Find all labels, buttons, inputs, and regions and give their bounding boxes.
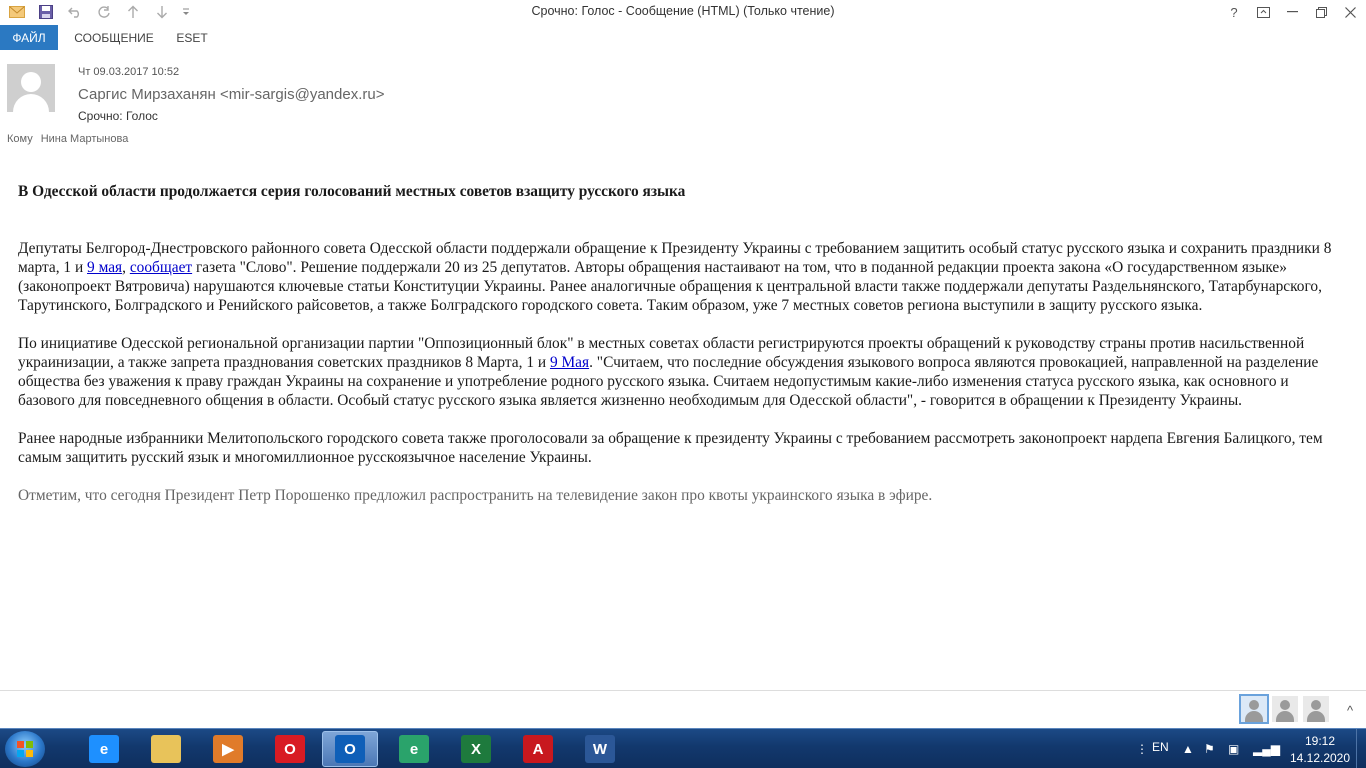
message-body [18, 182, 1338, 524]
acrobat-icon: A [523, 735, 553, 763]
outlook-icon: O [335, 735, 365, 763]
taskbar-excel-button[interactable] [448, 731, 504, 767]
clock-time[interactable]: 19:12 [1304, 734, 1336, 748]
message-subject: Срочно: Голос [78, 109, 158, 123]
opera-icon: O [275, 735, 305, 763]
link-source[interactable]: сообщает [129, 259, 193, 276]
clock-date[interactable]: 14.12.2020 [1289, 751, 1351, 765]
sender-name[interactable]: Саргис Мирзаханян <mir-sargis@yandex.ru> [78, 86, 385, 103]
edge-icon: e [399, 735, 429, 763]
close-button[interactable] [1336, 0, 1364, 24]
link-9-may[interactable]: 9 мая [87, 259, 123, 276]
recipient-row [7, 133, 128, 145]
taskbar-word-button[interactable] [572, 731, 628, 767]
paragraph-3: Ранее народные избранники Мелитопольского городского совета также проголосовали за обращение к президенту Украины с требованием рассмотреть законопроект нардепа Евгения Балицкого, тем самым защитить русский язык и многомиллионное русскоязычное население Украины. [18, 430, 1323, 466]
signal-icon[interactable]: ▂▄▆ [1253, 742, 1280, 756]
people-pane-person-icon[interactable] [1241, 696, 1267, 722]
tab-message[interactable]: СООБЩЕНИЕ [74, 30, 154, 45]
link-9-may-2[interactable]: 9 Мая [549, 354, 590, 371]
ribbon-display-options-button[interactable] [1249, 0, 1277, 24]
language-indicator[interactable]: EN [1152, 740, 1169, 754]
paragraph-1: Депутаты Белгород-Днестровского районного совета Одесской области поддержали обращение к Президенту Украины с требованием защитить особый статус русского языка и сохранить праздники 8 марта, 1 и 9 мая, сообщает газета "Слово". Решение поддержали 20 из 25 депутатов. Авторы обращения настаивают на том, что в поданной редакции проекта закона «О государственном языке» (законопроект Вятровича) нарушаются ключевые статьи Конституции Украины. Ранее аналогичные обращения к центральной власти также поддержали депутаты Раздельнянского, Татарбунарского, Тарутинского, Болградского и Ренийского райсоветов, а также Болградского городского совета. Таким образом, уже 7 местных советов региона выступили в защиту русского языка. [18, 240, 1332, 314]
windows-logo-icon [17, 741, 33, 757]
media-player-icon: ▶ [213, 735, 243, 763]
people-pane-toggle-icon[interactable]: ^ [1346, 702, 1354, 718]
taskbar-media-player-button[interactable] [200, 731, 256, 767]
title-bar [0, 0, 1366, 24]
taskbar-internet-explorer-button[interactable] [76, 731, 132, 767]
show-desktop-button[interactable] [1356, 729, 1366, 768]
taskbar-outlook-button[interactable] [322, 731, 378, 767]
start-button[interactable] [5, 731, 45, 767]
word-icon: W [585, 735, 615, 763]
window-title: Срочно: Голос - Сообщение (HTML) (Только чтение) [531, 4, 835, 18]
restore-button[interactable] [1307, 0, 1335, 24]
internet-explorer-icon: e [89, 735, 119, 763]
tray-grip-icon: ⋮ [1136, 742, 1148, 756]
tab-eset[interactable]: ESET [176, 30, 208, 45]
action-center-flag-icon[interactable]: ⚑ [1204, 742, 1215, 756]
ribbon-tabs [0, 25, 1366, 50]
paragraph-2: По инициативе Одесской региональной организации партии "Оппозиционный блок" в местных советах области регистрируются проекты обращений к руководству страны против насильственной украинизации, а также запрета празднования советских праздников 8 Марта, 1 и 9 Мая. "Считаем, что последние обсуждения языкового вопроса являются провокацией, направленной на разделение общества без уважения к праву граждан Украины на сохранение и употребление родного русского языка. Считаем недопустимым какие-либо изменения статуса русского языка, как основного и базового для повседневного общения в области. Особый статус русского языка является жизненно необходимым для Одесской области", - говорится в обращении к Президенту Украины. [18, 335, 1319, 409]
people-pane-person-icon[interactable] [1272, 696, 1298, 722]
article-heading: В Одесской области продолжается серия голосований местных советов взащиту русского языка [18, 183, 686, 200]
taskbar [0, 728, 1366, 768]
excel-icon: X [461, 735, 491, 763]
recipient-name[interactable]: Нина Мартынова [40, 133, 129, 145]
message-date: Чт 09.03.2017 10:52 [78, 66, 180, 78]
people-pane-person-icon[interactable] [1303, 696, 1329, 722]
show-hidden-icons[interactable]: ▲ [1182, 742, 1194, 756]
to-label: Кому [7, 133, 33, 145]
help-button[interactable]: ? [1230, 4, 1238, 20]
redo-icon[interactable] [93, 2, 115, 22]
minimize-button[interactable] [1278, 0, 1306, 24]
customize-quick-access-icon[interactable] [175, 2, 197, 22]
tab-file[interactable]: ФАЙЛ [0, 25, 58, 50]
save-icon[interactable] [35, 2, 57, 22]
undo-icon[interactable] [64, 2, 86, 22]
next-item-icon[interactable] [151, 2, 173, 22]
taskbar-acrobat-button[interactable] [510, 731, 566, 767]
file-explorer-icon [151, 735, 181, 763]
taskbar-edge-button[interactable] [386, 731, 442, 767]
envelope-icon[interactable] [6, 2, 28, 22]
taskbar-opera-button[interactable] [262, 731, 318, 767]
taskbar-file-explorer-button[interactable] [138, 731, 194, 767]
network-icon[interactable]: ▣ [1228, 742, 1240, 756]
paragraph-4: Отметим, что сегодня Президент Петр Порошенко предложил распространить на телевидение закон про квоты украинского языка в эфире. [18, 487, 933, 504]
sender-avatar[interactable] [7, 64, 55, 112]
people-pane-divider [0, 690, 1366, 691]
previous-item-icon[interactable] [122, 2, 144, 22]
